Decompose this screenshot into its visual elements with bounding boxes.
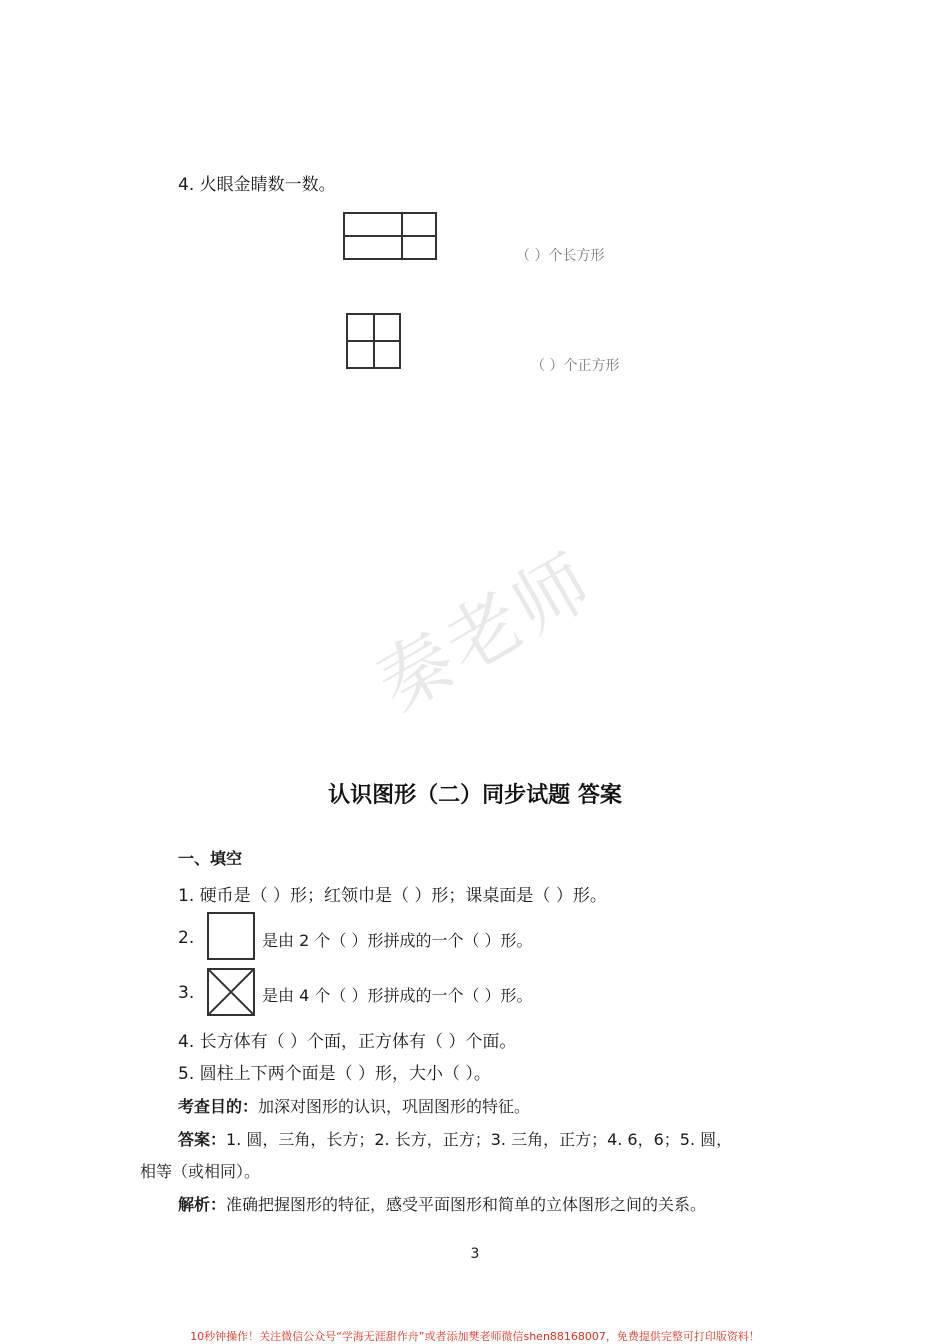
- analysis-label: 解析：: [178, 1195, 227, 1214]
- answer-label: 答案：: [178, 1130, 227, 1149]
- analysis-line: [178, 1192, 706, 1215]
- section-fill-blank: 一、填空: [178, 849, 243, 868]
- item-5: 5. 圆柱上下两个面是（ ）形，大小（ ）。: [178, 1064, 491, 1084]
- watermark: 秦老师: [363, 536, 609, 729]
- item-1: 1. 硬币是（ ）形；红领巾是（ ）形；课桌面是（ ）形。: [178, 886, 607, 906]
- vertical-divider: [401, 214, 403, 258]
- rectangle-count-label: （ ）个长方形: [516, 248, 605, 264]
- item-4: 4. 长方体有（ ）个面，正方体有（ ）个面。: [178, 1032, 517, 1052]
- item-3-number: 3.: [178, 983, 195, 1003]
- square-count-label: （ ）个正方形: [531, 358, 620, 374]
- item-3-text: 是由 4 个（ ）形拼成的一个（ ）形。: [262, 986, 533, 1005]
- purpose-text: 加深对图形的认识，巩固图形的特征。: [258, 1097, 531, 1116]
- purpose-label: 考查目的：: [178, 1097, 259, 1116]
- answer-text: 1. 圆，三角，长方；2. 长方，正方；3. 三角，正方；4. 6，6；5. 圆，相等（或相同）。: [140, 1130, 733, 1181]
- answer-paragraph: [140, 1124, 740, 1188]
- diagonal-lines: [209, 970, 253, 1014]
- two-rectangle-figure: [207, 912, 255, 960]
- rectangle-figure: [343, 212, 437, 260]
- horizontal-divider: [345, 235, 435, 237]
- four-triangle-figure: [207, 968, 255, 1016]
- purpose-line: [178, 1094, 530, 1117]
- item-2-number: 2.: [178, 928, 195, 948]
- vertical-divider: [373, 315, 375, 367]
- analysis-text: 准确把握图形的特征，感受平面图形和简单的立体图形之间的关系。: [226, 1195, 707, 1214]
- square-figure: [346, 313, 401, 369]
- page-number: 3: [470, 1246, 480, 1262]
- question-4-title: 4. 火眼金睛数一数。: [178, 175, 336, 195]
- footer-note: 10秒钟操作！关注微信公众号“学海无涯甜作舟”或者添加樊老师微信shen88168007，免费提供完整可打印版资料！: [190, 1330, 760, 1343]
- item-2-text: 是由 2 个（ ）形拼成的一个（ ）形。: [262, 931, 533, 950]
- answer-title: 认识图形（二）同步试题 答案: [328, 783, 622, 808]
